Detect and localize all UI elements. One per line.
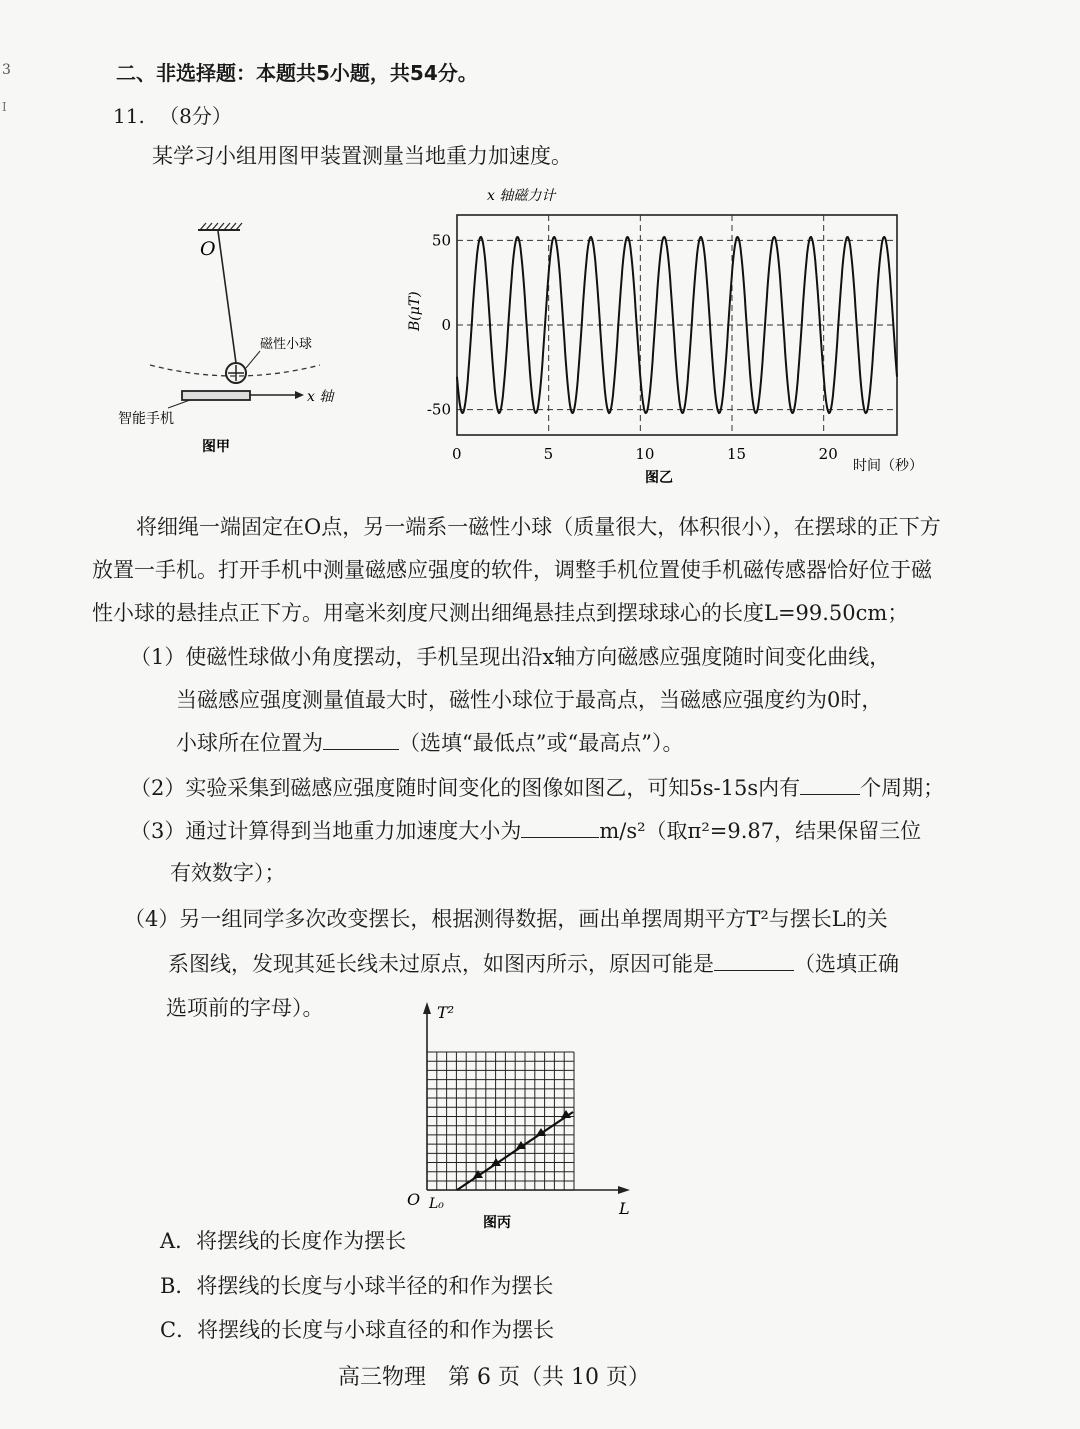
q3-answer-blank[interactable] bbox=[521, 821, 599, 838]
section-title: 二、非选择题：本题共5小题，共54分。 bbox=[116, 61, 478, 85]
question-points: （8分） bbox=[159, 104, 232, 128]
y-axis-label: B(μT) bbox=[407, 291, 423, 331]
label-x-axis: x 轴 bbox=[307, 389, 334, 405]
option-c: C．将摆线的长度与小球直径的和作为摆长 bbox=[160, 1318, 555, 1342]
x-axis-label: 时间（秒） bbox=[853, 458, 923, 474]
chart-yi bbox=[405, 180, 945, 485]
y-tick-label: 50 bbox=[431, 231, 451, 250]
figure-jia bbox=[110, 215, 350, 465]
q4-post: （选填正确 bbox=[794, 952, 899, 976]
x-tick-label: 15 bbox=[727, 445, 747, 463]
q3-line2: 有效数字）； bbox=[170, 861, 286, 885]
q3-pre: （3）通过计算得到当地重力加速度大小为 bbox=[130, 819, 522, 843]
option-a: A．将摆线的长度作为摆长 bbox=[160, 1229, 407, 1253]
caption-jia: 图甲 bbox=[202, 439, 230, 455]
label-ball: 磁性小球 bbox=[260, 337, 313, 352]
chart-title: x 轴磁力计 bbox=[487, 188, 556, 204]
t2-axis-arrow-icon bbox=[423, 1002, 431, 1014]
q2-line bbox=[130, 767, 944, 810]
q3-line1 bbox=[130, 810, 921, 853]
caption-bing: 图丙 bbox=[483, 1215, 511, 1231]
smartphone bbox=[182, 391, 250, 400]
margin-mark-2: I bbox=[2, 100, 7, 114]
question-number bbox=[113, 100, 232, 129]
option-b: B．将摆线的长度与小球半径的和作为摆长 bbox=[160, 1274, 554, 1298]
q4-answer-blank[interactable] bbox=[714, 954, 794, 971]
l-axis-arrow-icon bbox=[618, 1186, 630, 1194]
q2-post: 个周期； bbox=[860, 776, 945, 800]
label-origin: O bbox=[407, 1190, 421, 1209]
q1-line1: （1）使磁性球做小角度摆动，手机呈现出沿x轴方向磁感应强度随时间变化曲线， bbox=[130, 645, 891, 669]
x-tick-label: 20 bbox=[818, 445, 838, 463]
x-tick-label: 10 bbox=[635, 445, 655, 463]
label-phone: 智能手机 bbox=[118, 411, 174, 427]
q4-line1: （4）另一组同学多次改变摆长，根据测得数据，画出单摆周期平方T²与摆长L的关 bbox=[124, 907, 888, 931]
question-paragraph: 将细绳一端固定在O点，另一端系一磁性小球（质量很大，体积很小），在摆球的正下方放置一手机。打开手机中测量磁感应强度的软件，调整手机位置使手机磁传感器恰好位于磁性小球的悬挂点正下方。用毫米刻度尺测出细绳悬挂点到摆球球心的长度L=99.50cm； bbox=[92, 515, 941, 625]
label-L: L bbox=[619, 1199, 630, 1218]
q4-line3: 选项前的字母）。 bbox=[166, 996, 324, 1020]
x-axis-arrow-icon bbox=[295, 391, 304, 399]
q2-pre: （2）实验采集到磁感应强度随时间变化的图像如图乙，可知5s-15s内有 bbox=[130, 776, 801, 800]
margin-mark: 3 bbox=[2, 62, 11, 78]
y-tick-label: -50 bbox=[426, 400, 451, 419]
q1-answer-blank[interactable] bbox=[323, 733, 399, 750]
y-tick-label: 0 bbox=[441, 316, 451, 334]
x-tick-label: 5 bbox=[543, 445, 554, 463]
q1-line2: 当磁感应强度测量值最大时，磁性小球位于最高点，当磁感应强度约为0时， bbox=[176, 688, 883, 712]
page-footer: 高三物理 第 6 页（共 10 页） bbox=[338, 1365, 650, 1390]
q1-line3-post: （选填“最低点”或“最高点”）。 bbox=[399, 731, 684, 755]
label-O: O bbox=[200, 238, 216, 260]
question-number-label: 11. bbox=[113, 104, 145, 128]
chart-caption: 图乙 bbox=[645, 470, 673, 485]
q3-post: m/s²（取π²=9.87，结果保留三位 bbox=[599, 819, 922, 843]
q2-answer-blank[interactable] bbox=[800, 778, 860, 795]
label-T2: T² bbox=[437, 1003, 455, 1022]
q4-line2 bbox=[168, 943, 899, 986]
x-tick-label: 0 bbox=[452, 445, 462, 463]
question-intro: 某学习小组用图甲装置测量当地重力加速度。 bbox=[152, 144, 572, 168]
q4-pre: 系图线，发现其延长线未过原点，如图丙所示，原因可能是 bbox=[168, 952, 714, 976]
pendulum-string bbox=[218, 231, 236, 363]
label-L0: L₀ bbox=[429, 1196, 444, 1212]
figure-bing bbox=[395, 1000, 645, 1235]
q1-line3-pre: 小球所在位置为 bbox=[176, 731, 323, 755]
swing-arc bbox=[150, 365, 320, 376]
q1-line3 bbox=[176, 722, 683, 765]
